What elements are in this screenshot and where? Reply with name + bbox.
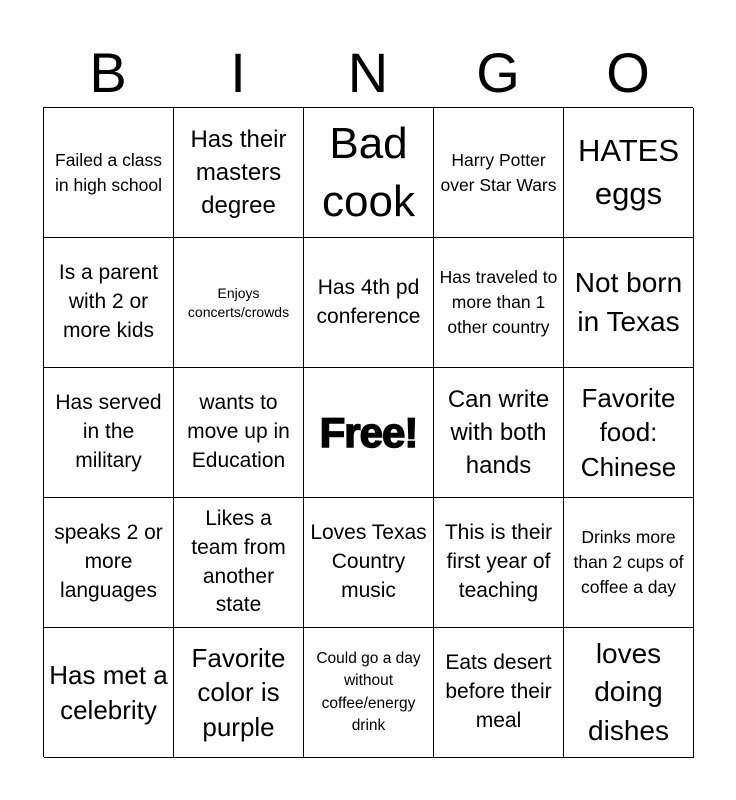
bingo-cell-r2-c1[interactable] [174,368,304,498]
cell-text: Loves Texas Country music [310,521,427,602]
cell-text: Could go a day without coffee/energy drink [316,649,421,734]
bingo-cell-r2-c4[interactable] [564,368,694,498]
bingo-cell-free[interactable] [304,368,434,498]
bingo-cell-r1-c0[interactable] [44,238,174,368]
cell-text: Has met a celebrity [49,659,168,725]
cell-text: Favorite food: Chinese [580,382,677,482]
cell-text: Has their masters degree [190,125,287,220]
bingo-board [43,107,693,757]
bingo-cell-r0-c1[interactable] [174,108,304,238]
cell-text: HATES eggs [577,133,680,211]
bingo-cell-r4-c3[interactable] [434,628,564,758]
header-letter-i: I [230,41,246,104]
bingo-cell-r2-c3[interactable] [434,368,564,498]
bingo-cell-r0-c0[interactable] [44,108,174,238]
cell-text: Has served in the military [55,391,162,472]
cell-text: Not born in Texas [574,267,683,337]
cell-text: Eats desert before their meal [445,651,552,732]
bingo-header [43,38,693,108]
bingo-cell-r1-c2[interactable] [304,238,434,368]
bingo-cell-r3-c2[interactable] [304,498,434,628]
cell-text: Has traveled to more than 1 other country [439,267,558,337]
bingo-cell-r1-c3[interactable] [434,238,564,368]
cell-text: Can write with both hands [447,385,550,480]
bingo-cell-r1-c4[interactable] [564,238,694,368]
bingo-cell-r4-c0[interactable] [44,628,174,758]
cell-text: Failed a class in high school [54,149,163,195]
cell-text: loves doing dishes [588,637,669,746]
bingo-cell-r3-c4[interactable] [564,498,694,628]
cell-text: speaks 2 or more languages [54,521,163,602]
cell-text: Enjoys concerts/crowds [187,284,290,320]
bingo-cell-r3-c0[interactable] [44,498,174,628]
bingo-cell-r0-c3[interactable] [434,108,564,238]
cell-text: Drinks more than 2 cups of coffee a day [573,527,684,597]
cell-text: Harry Potter over Star Wars [440,149,557,195]
bingo-cell-r4-c4[interactable] [564,628,694,758]
cell-text: Likes a team from another state [191,506,286,617]
bingo-cell-r4-c2[interactable] [304,628,434,758]
bingo-cell-r4-c1[interactable] [174,628,304,758]
bingo-cell-r3-c3[interactable] [434,498,564,628]
bingo-cell-r1-c1[interactable] [174,238,304,368]
cell-text: Favorite color is purple [191,642,286,742]
cell-text: This is their first year of teaching [444,521,553,602]
header-letter-b: B [89,41,127,104]
cell-text: wants to move up in Education [187,391,290,472]
bingo-cell-r2-c0[interactable] [44,368,174,498]
bingo-cell-r3-c1[interactable] [174,498,304,628]
header-letter-o: O [606,41,650,104]
cell-text: Is a parent with 2 or more kids [58,261,159,342]
cell-text: Has 4th pd conference [316,275,421,328]
bingo-cell-r0-c2[interactable] [304,108,434,238]
free-space-text: Free! [319,408,418,456]
bingo-cell-r0-c4[interactable] [564,108,694,238]
header-letter-g: G [476,41,520,104]
cell-text: Bad cook [322,119,415,226]
header-letter-n: N [347,41,389,104]
